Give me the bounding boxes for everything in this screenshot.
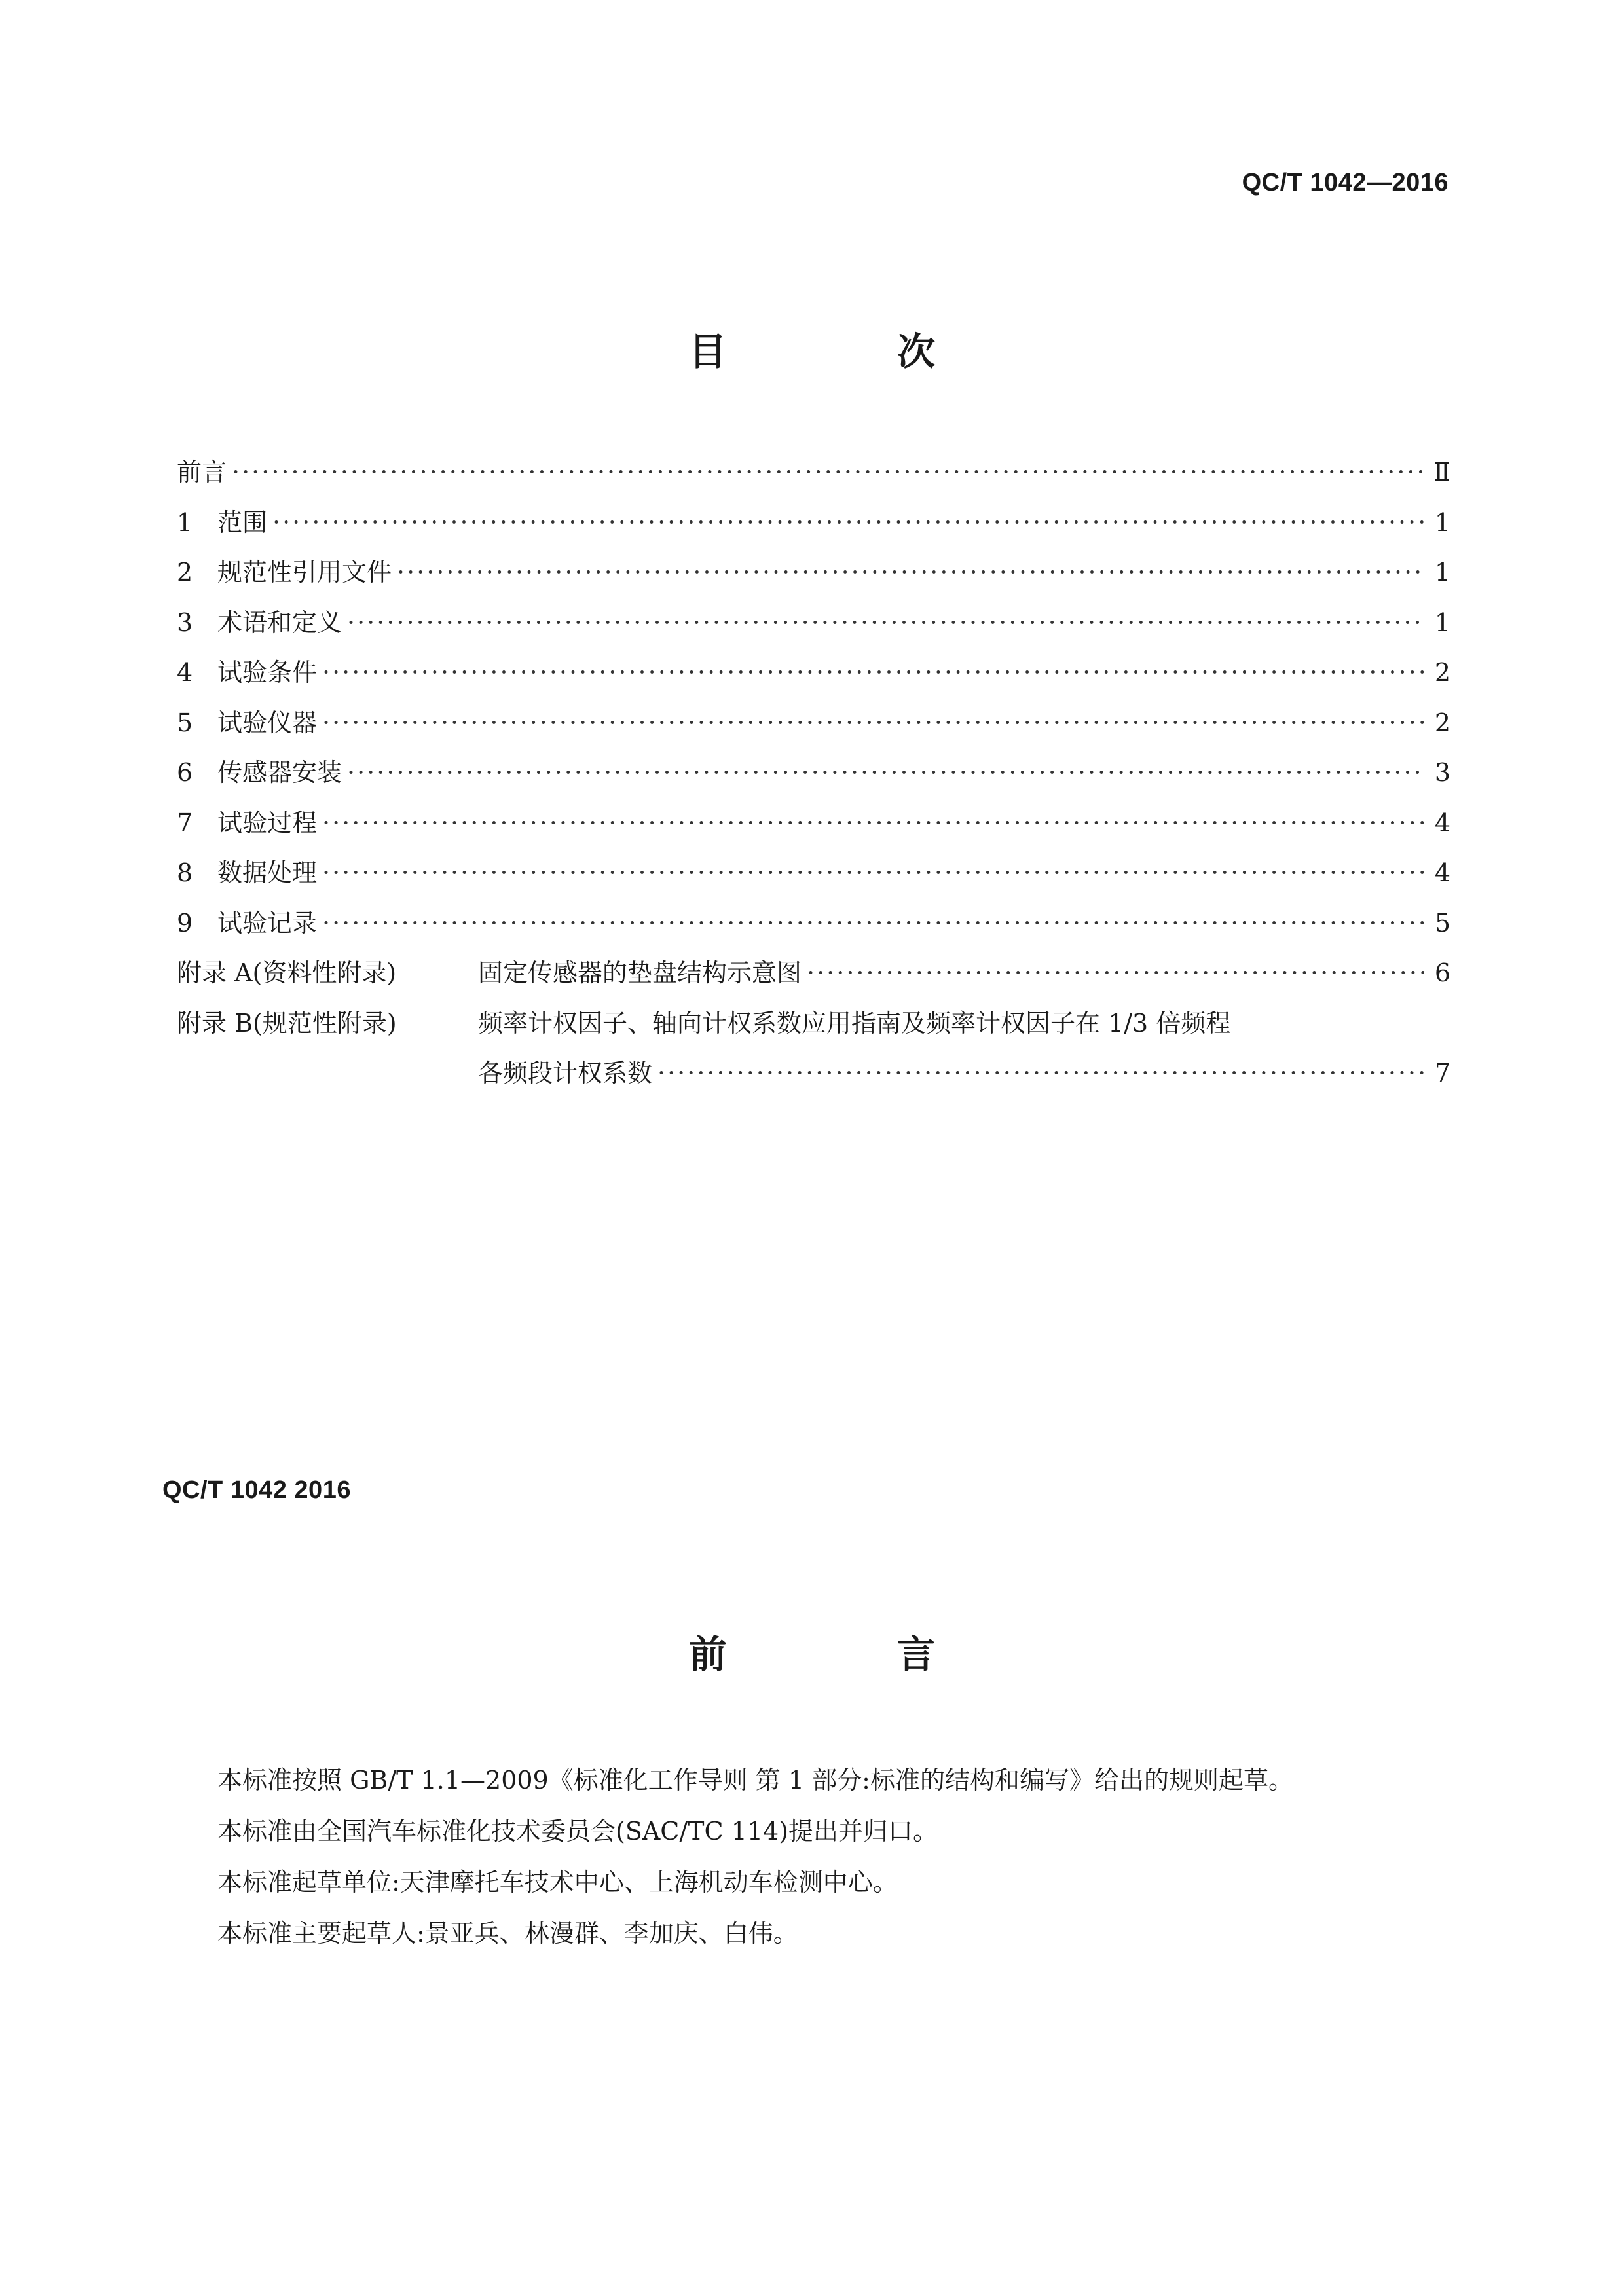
toc-entry-label: 前言 bbox=[177, 458, 227, 486]
foreword-paragraph: 本标准由全国汽车标准化技术委员会(SAC/TC 114)提出并归口。 bbox=[217, 1817, 938, 1846]
toc-entry-label: 频率计权因子、轴向计权系数应用指南及频率计权因子在 1/3 倍频程 bbox=[478, 1008, 1231, 1038]
toc-entry-page: 1 bbox=[1434, 608, 1450, 637]
toc-entry-label: 试验过程 bbox=[217, 808, 318, 837]
toc-entry-number: 1 bbox=[177, 507, 193, 537]
toc-leader-dots bbox=[272, 508, 1424, 537]
toc-entry-label: 传感器安装 bbox=[217, 758, 342, 787]
toc-entry-number: 2 bbox=[177, 558, 193, 587]
toc-entry-page: Ⅱ bbox=[1433, 458, 1450, 486]
toc-entry[interactable] bbox=[177, 652, 1450, 702]
toc-entry-appendix-b-continued[interactable] bbox=[177, 1053, 1450, 1103]
page-header-code: QC/T 1042—2016 bbox=[1242, 169, 1449, 196]
toc-entry[interactable] bbox=[177, 602, 1450, 653]
foreword-body bbox=[162, 1755, 1462, 1959]
foreword-paragraph: 本标准起草单位:天津摩托车技术中心、上海机动车检测中心。 bbox=[217, 1868, 898, 1897]
toc-entry-page: 4 bbox=[1434, 808, 1450, 837]
toc-leader-dots bbox=[322, 658, 1424, 687]
toc-entry-number: 3 bbox=[177, 608, 193, 637]
toc-entry-number: 5 bbox=[177, 708, 193, 737]
toc-entry-page: 1 bbox=[1434, 507, 1450, 537]
toc-entry-page: 3 bbox=[1434, 758, 1450, 787]
toc-entry-page: 7 bbox=[1434, 1059, 1450, 1087]
toc-entry-page: 2 bbox=[1434, 708, 1450, 737]
toc-entry[interactable] bbox=[177, 803, 1450, 853]
foreword-paragraph: 本标准按照 GB/T 1.1—2009《标准化工作导则 第 1 部分:标准的结构和编写》给出的规则起草。 bbox=[217, 1766, 1293, 1795]
table-of-contents bbox=[177, 452, 1450, 1103]
toc-entry[interactable] bbox=[177, 903, 1450, 953]
toc-entry[interactable] bbox=[177, 752, 1450, 803]
toc-entry-label: 固定传感器的垫盘结构示意图 bbox=[478, 958, 802, 987]
toc-entry-label: 各频段计权系数 bbox=[478, 1059, 653, 1087]
toc-entry-label: 规范性引用文件 bbox=[217, 558, 392, 587]
toc-entry-page: 4 bbox=[1434, 858, 1450, 887]
toc-entry-page: 2 bbox=[1434, 658, 1450, 687]
toc-entry-number: 4 bbox=[177, 658, 193, 687]
toc-entry-number: 9 bbox=[177, 908, 193, 938]
page-header-code: QC/T 1042 2016 bbox=[162, 1476, 351, 1504]
toc-leader-dots bbox=[322, 809, 1424, 837]
toc-entry-page: 5 bbox=[1434, 908, 1450, 938]
toc-title: 目 次 bbox=[688, 329, 1014, 374]
toc-leader-dots bbox=[232, 458, 1424, 486]
toc-entry-label: 数据处理 bbox=[217, 858, 318, 887]
foreword-title: 前 言 bbox=[688, 1632, 1014, 1677]
toc-appendix-prefix: 附录 B(规范性附录) bbox=[177, 1008, 397, 1038]
foreword-paragraph: 本标准主要起草人:景亚兵、林漫群、李加庆、白伟。 bbox=[217, 1919, 798, 1948]
toc-leader-dots bbox=[347, 608, 1424, 637]
toc-entry-label: 试验条件 bbox=[217, 658, 318, 687]
toc-leader-dots bbox=[322, 909, 1424, 938]
toc-entry-number: 7 bbox=[177, 808, 193, 837]
toc-entry-page: 1 bbox=[1434, 558, 1450, 587]
toc-leader-dots bbox=[322, 708, 1424, 737]
toc-entry[interactable] bbox=[177, 452, 1450, 502]
toc-entry-number: 6 bbox=[177, 758, 193, 787]
toc-entry-label: 试验记录 bbox=[217, 908, 318, 938]
toc-leader-dots bbox=[807, 958, 1424, 987]
toc-entry[interactable] bbox=[177, 552, 1450, 602]
toc-entry-appendix-a[interactable] bbox=[177, 953, 1450, 1003]
toc-entry-number: 8 bbox=[177, 858, 193, 887]
toc-entry[interactable] bbox=[177, 702, 1450, 753]
toc-leader-dots bbox=[347, 758, 1424, 787]
toc-entry[interactable] bbox=[177, 852, 1450, 903]
toc-leader-dots bbox=[322, 858, 1424, 887]
toc-entry-label: 范围 bbox=[217, 507, 268, 537]
toc-entry[interactable] bbox=[177, 502, 1450, 553]
toc-entry-label: 试验仪器 bbox=[217, 708, 318, 737]
toc-appendix-prefix: 附录 A(资料性附录) bbox=[177, 958, 397, 987]
toc-entry-appendix-b[interactable] bbox=[177, 1003, 1450, 1053]
toc-leader-dots bbox=[397, 558, 1424, 587]
toc-leader-dots bbox=[657, 1059, 1424, 1087]
toc-entry-label: 术语和定义 bbox=[217, 608, 342, 637]
toc-entry-page: 6 bbox=[1434, 958, 1450, 987]
